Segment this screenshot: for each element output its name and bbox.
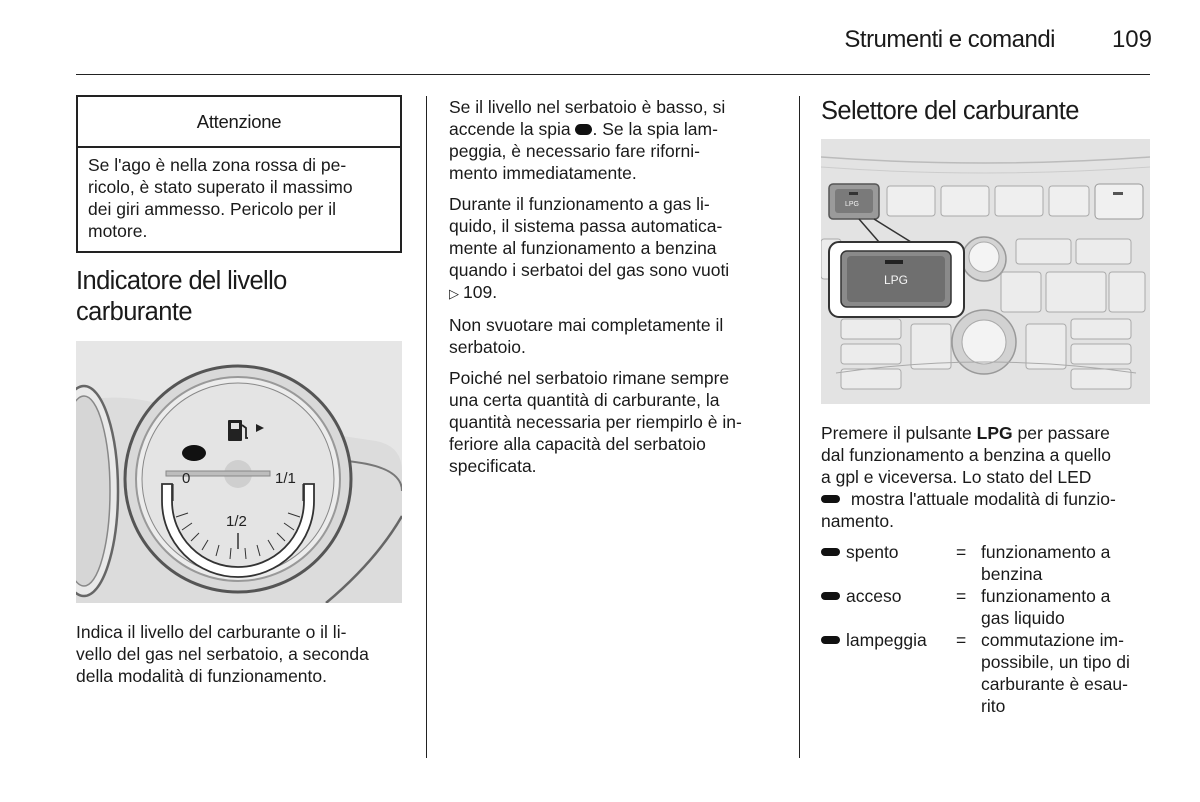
text-line: una certa quantità di carburante, la [449, 390, 720, 410]
text-run: per passare [1012, 423, 1110, 443]
text-line: quantità necessaria per riempirlo è in- [449, 412, 742, 432]
gauge-label-empty: 0 [182, 470, 191, 487]
meaning-line: funzionamento a [981, 542, 1111, 562]
warning-line: motore. [88, 221, 148, 241]
section-heading-fuel-selector [821, 96, 1161, 127]
led-state-off: spento [846, 542, 899, 562]
page-reference-link[interactable]: 109. [463, 282, 498, 302]
meaning-line: commutazione im- [981, 630, 1124, 650]
led-state-flashing: lampeggia [846, 630, 927, 650]
fuel-gauge-illustration [76, 341, 402, 603]
heading-line: carburante [76, 298, 192, 326]
text-run: mostra l'attuale modalità di funzio- [846, 489, 1116, 509]
gauge-label-half: 1/2 [226, 513, 247, 530]
fuel-gauge-figure [76, 341, 402, 603]
text-line: accende la spia [449, 119, 576, 139]
caption-line: vello del gas nel serbatoio, a seconda [76, 644, 369, 664]
paragraph-residual-fuel [449, 367, 789, 477]
text-line [821, 488, 1161, 510]
text-line: specificata. [449, 456, 537, 476]
meaning-line: rito [981, 696, 1006, 716]
text-line: namento. [821, 511, 894, 531]
led-icon [821, 636, 840, 644]
led-icon [821, 495, 840, 503]
text-run: Premere il pulsante [821, 423, 977, 443]
heading-line: Indicatore del livello [76, 267, 287, 295]
equals-sign: = [956, 542, 967, 562]
led-state-on: acceso [846, 586, 902, 606]
fuel-selector-description [821, 422, 1161, 532]
small-lpg-button-label: LPG [845, 201, 860, 208]
text-line: a gpl e viceversa. Lo stato del LED [821, 467, 1092, 487]
column-divider-left [426, 96, 427, 758]
table-row [821, 541, 1130, 585]
heading-text: Selettore del carburante [821, 97, 1079, 125]
equals-sign: = [956, 586, 967, 606]
text-line: serbatoio. [449, 337, 526, 357]
gauge-label-full: 1/1 [275, 470, 296, 487]
warning-text [78, 148, 400, 242]
meaning-line: funzionamento a [981, 586, 1111, 606]
text-line: Non svuotare mai completamente il [449, 315, 724, 335]
meaning-line: gas liquido [981, 608, 1065, 628]
text-line: Se il livello nel serbatoio è basso, si [449, 97, 726, 117]
meaning-line: benzina [981, 564, 1043, 584]
text-line: dal funzionamento a benzina a quello [821, 445, 1111, 465]
text-line: . Se la spia lam- [592, 119, 718, 139]
caption-line: della modalità di funzionamento. [76, 666, 327, 686]
text-line: quido, il sistema passa automatica- [449, 216, 723, 236]
equals-sign: = [956, 630, 967, 650]
lpg-button-label: LPG [884, 273, 909, 287]
warning-title: Attenzione [78, 97, 400, 148]
text-line: Poiché nel serbatoio rimane sempre [449, 368, 730, 388]
text-line: Durante il funzionamento a gas li- [449, 194, 710, 214]
meaning-line: carburante è esau- [981, 674, 1128, 694]
fuel-gauge-caption [76, 621, 416, 687]
text-line: mente al funzionamento a benzina [449, 238, 717, 258]
text-line: peggia, è necessario fare riforni- [449, 141, 700, 161]
low-fuel-warning-lamp-icon [182, 445, 206, 461]
page-number: 109 [1111, 26, 1152, 53]
text-line: quando i serbatoi del gas sono vuoti [449, 260, 730, 280]
warning-line: ricolo, è stato superato il massimo [88, 177, 353, 197]
header-rule [76, 74, 1150, 75]
paragraph-low-level [449, 96, 789, 184]
paragraph-gas-switch [449, 193, 789, 305]
lpg-keyword: LPG [976, 423, 1013, 443]
led-icon [821, 592, 840, 600]
lpg-led-icon [885, 260, 903, 264]
text-line: feriore alla capacità del serbatoio [449, 434, 706, 454]
led-status-table [821, 541, 1161, 717]
warning-line: dei giri ammesso. Pericolo per il [88, 199, 337, 219]
caption-line: Indica il livello del carburante o il li- [76, 622, 347, 642]
table-row [821, 629, 1130, 717]
paragraph-do-not-empty [449, 314, 789, 358]
column-divider-right [799, 96, 800, 758]
section-heading-fuel-gauge [76, 266, 406, 328]
body-text-column-2 [449, 96, 789, 486]
table-row [821, 585, 1130, 629]
text-line: mento immediatamente. [449, 163, 637, 183]
meaning-line: possibile, un tipo di [981, 652, 1130, 672]
led-icon [821, 548, 840, 556]
low-fuel-lamp-icon [575, 124, 592, 135]
running-header-title: Strumenti e comandi [844, 26, 1055, 53]
page-reference-arrow-icon: ▷ [449, 286, 459, 301]
warning-box [76, 95, 402, 253]
text-line [821, 422, 1161, 444]
warning-line: Se l'ago è nella zona rossa di pe- [88, 155, 347, 175]
console-illustration [821, 139, 1150, 404]
fuel-selector-figure [821, 139, 1150, 404]
